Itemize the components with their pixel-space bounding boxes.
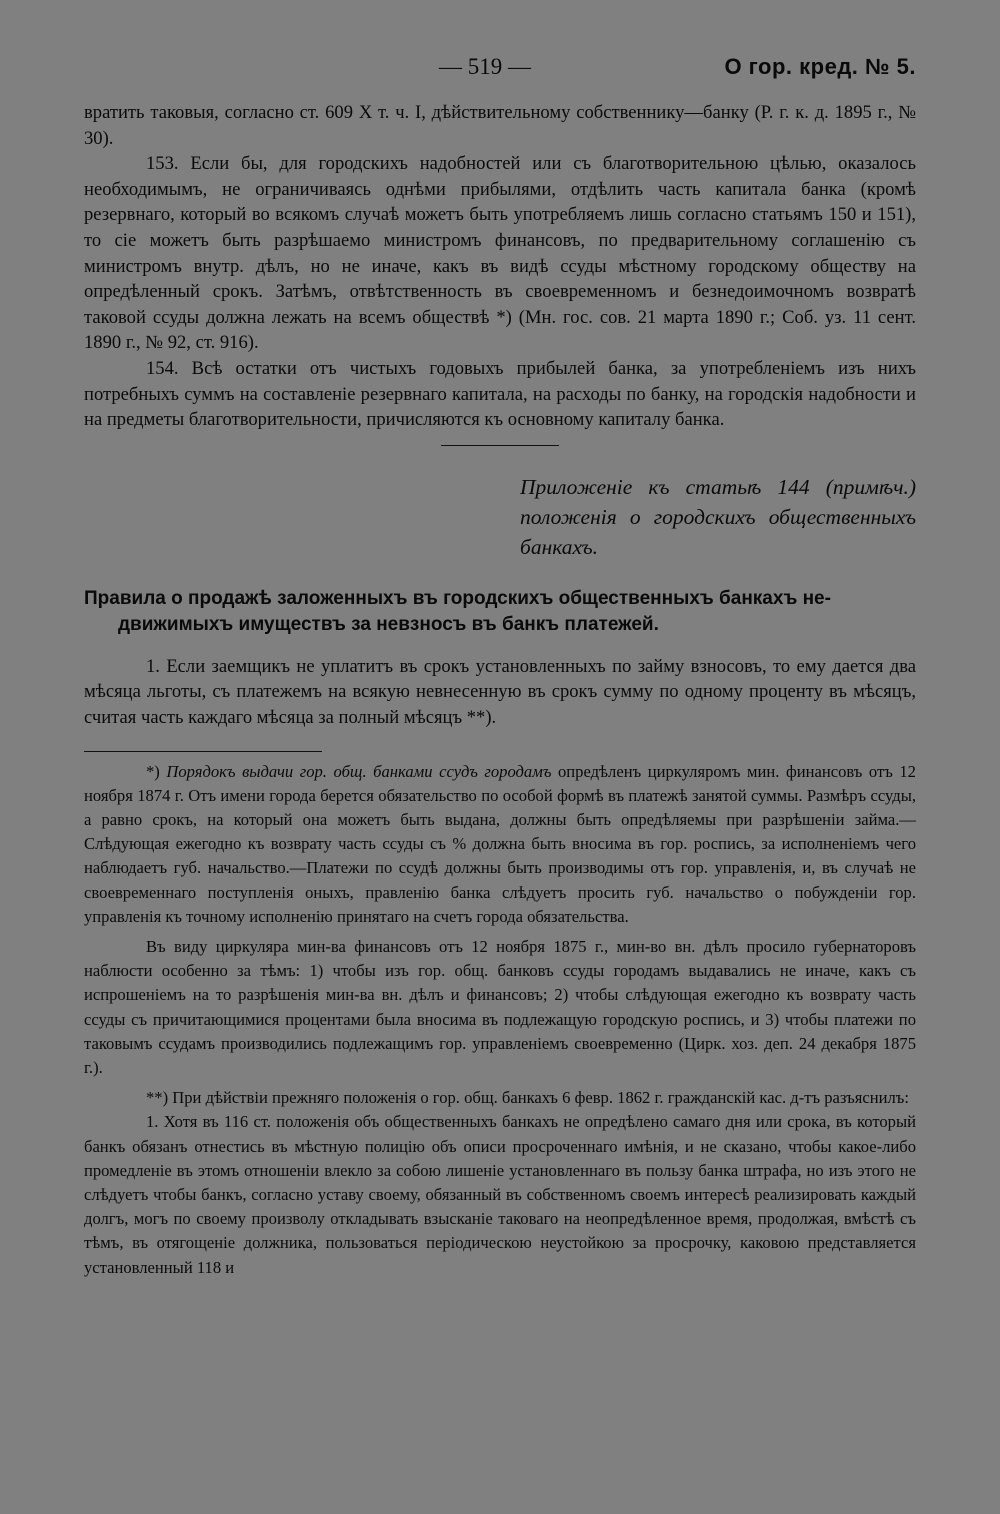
appendix-note: Приложеніе къ статьѣ 144 (примѣч.) положенія о городскихъ общественныхъ банкахъ. xyxy=(520,474,916,559)
rules-text xyxy=(84,654,916,731)
article-154: 154. Всѣ остатки отъ чистыхъ годовыхъ прибылей банка, за употребленіемъ изъ нихъ потребныхъ суммъ на составленіе резервнаго капитала, на расходы по банку, на городскія надобности и на предметы благотворительности, причисляются къ основному капиталу банка. xyxy=(84,357,916,431)
article-153: 153. Если бы, для городскихъ надобностей или съ благотворительною цѣлью, оказалось необходимымъ, не ограничиваясь однѣми прибылями, отдѣлить часть капитала банка (кромѣ резервнаго, который во всякомъ случаѣ можетъ быть употребляемъ лишь согласно статьямъ 150 и 151), то сіе можетъ быть разрѣшаемо министромъ финансовъ, по предварительному соглашенію съ министромъ внутр. дѣлъ, но не иначе, какъ въ видѣ ссуды мѣстному городскому обществу на опредѣленный срокъ. Затѣмъ, отвѣтственность въ своевременномъ и безнедоимочномъ возвратѣ таковой ссуды должна лежать на всемъ обществѣ *) (Мн. гос. сов. 21 марта 1890 г.; Соб. уз. 11 сент. 1890 г., № 92, ст. 916). xyxy=(84,153,916,354)
section-divider xyxy=(441,445,559,446)
footnote-1-mark: *) xyxy=(146,761,167,781)
main-text xyxy=(84,100,916,433)
page-number: — 519 — xyxy=(439,54,531,79)
rules-heading-line1: Правила о продажѣ заложенныхъ въ городскихъ общественныхъ банкахъ не- xyxy=(84,587,831,609)
footnotes xyxy=(84,760,916,1280)
footnote-divider xyxy=(84,751,322,752)
running-title: О гор. кред. № 5. xyxy=(724,54,916,79)
paragraph-continuation: вратить таковыя, согласно ст. 609 X т. ч. I, дѣйствительному собственнику—банку (Р. г. к. д. 1895 г., № 30). xyxy=(84,102,916,149)
footnote-2-item-1: 1. Хотя въ 116 ст. положенія объ общественныхъ банкахъ не опредѣлено самаго дня или срока, въ который банкъ обязанъ отнестись въ мѣстную полицію объ описи просроченнаго имѣнія, и не сказано, чтобы какое-либо промедленіе въ этомъ отношеніи влекло за собою лишеніе установленнаго въ пользу банка штрафа, но изъ этого не слѣдуетъ чтобы банкъ, согласно уставу своему, обязанный въ собственномъ своемъ интересѣ реализировать каждый долгъ, могъ по своему произволу откладывать взысканіе таковаго на неопредѣленное время, продолжая, вмѣстѣ съ тѣмъ, въ отягощеніе должника, пользоваться періодическою неустойкою за просрочку, каковою представляется установленный 118 и xyxy=(84,1112,916,1277)
footnote-1-continued: Въ виду циркуляра мин-ва финансовъ отъ 12 ноября 1875 г., мин-во вн. дѣлъ просило губернаторовъ наблюсти особенно за тѣмъ: 1) чтобы изъ гор. общ. банковъ ссуды городамъ выдавались не иначе, какъ съ испрошеніемъ на то разрѣшенія мин-ва вн. дѣлъ и финансовъ; 2) чтобы слѣдующая ежегодно къ возврату часть ссуды съ причитающимися процентами была вносима въ подлежащую городскую роспись, и 3) чтобы платежи по таковымъ ссудамъ производились подлежащимъ гор. управленіемъ своевременно (Цирк. хоз. деп. 24 декабря 1875 г.). xyxy=(84,936,916,1077)
footnote-2-intro: **) При дѣйствіи прежняго положенія о гор. общ. банкахъ 6 февр. 1862 г. гражданскій кас. д-тъ разъяснилъ: xyxy=(146,1088,909,1108)
footnote-1 xyxy=(84,760,916,929)
page-header xyxy=(84,52,916,88)
rules-heading-line2: движимыхъ имуществъ за невзносъ въ банкъ платежей. xyxy=(118,613,659,635)
footnote-1-title: Порядокъ выдачи гор. общ. банками ссудъ городамъ xyxy=(166,761,552,781)
rule-1: 1. Если заемщикъ не уплатитъ въ срокъ установленныхъ по займу взносовъ, то ему дается два мѣсяца льготы, съ платежемъ на всякую невнесенную въ срокъ сумму по одному проценту въ мѣсяцъ, считая часть каждаго мѣсяца за полный мѣсяцъ **). xyxy=(84,655,916,728)
document-page xyxy=(84,52,916,1280)
footnote-1-text: опредѣленъ циркуляромъ мин. финансовъ отъ 12 ноября 1874 г. Отъ имени города берется обязательство по особой формѣ въ платежѣ занятой суммы. Размѣръ ссуды, а равно срокъ, на который она можетъ быть выдана, должны быть опредѣляемы при разрѣшеніи займа.—Слѣдующая ежегодно къ возврату часть ссуды съ % должна быть вносима въ гор. роспись, за исполненіемъ чего наблюдаетъ губ. начальство.—Платежи по ссудѣ должны быть производимы отъ гор. управленія, и, въ случаѣ не своевременнаго поступленія оныхъ, правленію банка слѣдуетъ просить губ. начальство о побужденіи гор. управленія къ точному исполненію принятаго на счетъ города обязательства. xyxy=(84,761,916,926)
rules-heading xyxy=(84,586,916,638)
